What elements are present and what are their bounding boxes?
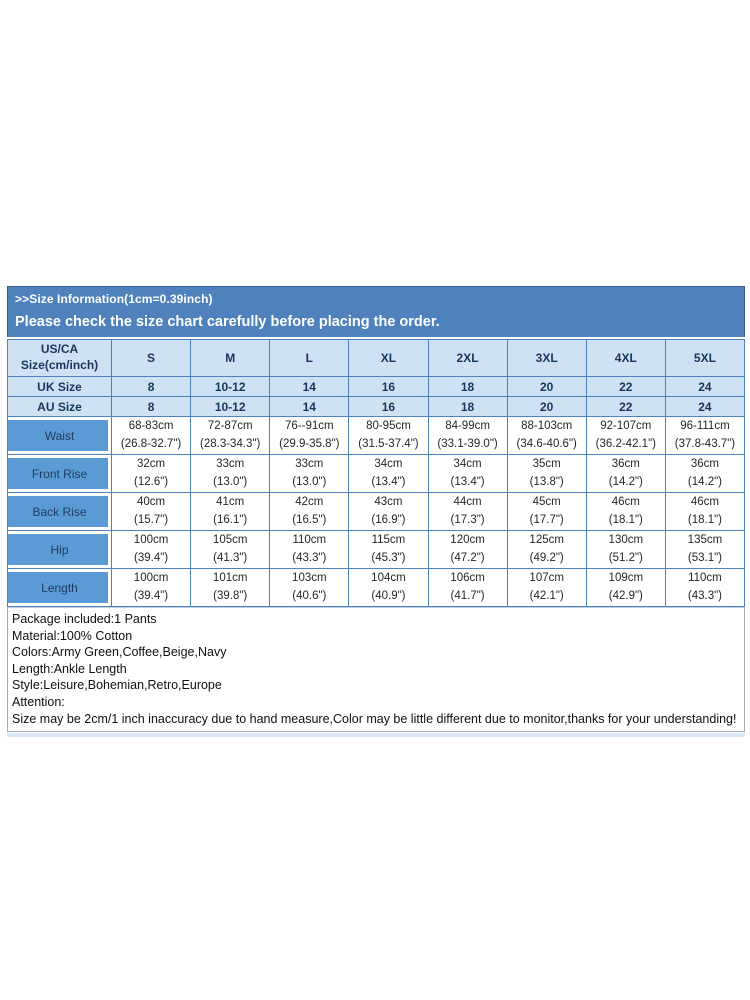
- measure-inch-value: (17.7"): [529, 513, 564, 526]
- measure-inch-value: (49.2"): [529, 551, 564, 564]
- measure-cm-value: 101cm: [212, 572, 248, 585]
- measure-cm-value: 106cm: [450, 572, 485, 585]
- measure-inch-value: (15.7"): [134, 513, 169, 526]
- measure-cell: [112, 531, 191, 569]
- size-info-banner: [7, 286, 745, 337]
- uk-size-value: 24: [665, 377, 744, 397]
- measure-cm-value: 107cm: [529, 572, 564, 585]
- detail-attention: Attention:: [12, 694, 65, 709]
- measurement-row: [8, 417, 745, 455]
- measure-cell: [349, 493, 428, 531]
- measure-cm-value: 72-87cm: [207, 420, 253, 433]
- measure-inch-value: (42.9"): [608, 589, 643, 602]
- measure-cell: [270, 417, 349, 455]
- measure-cell: [191, 531, 270, 569]
- measure-cm-value: 110cm: [292, 534, 327, 547]
- measure-cm-value: 34cm: [374, 458, 403, 471]
- measure-cell: [191, 455, 270, 493]
- measure-cell: [428, 531, 507, 569]
- measure-inch-value: (13.4"): [371, 475, 406, 488]
- uk-size-row: [8, 377, 745, 397]
- measure-inch-value: (13.0"): [213, 475, 248, 488]
- measure-inch-value: (41.7"): [450, 589, 485, 602]
- measure-cell: [270, 455, 349, 493]
- column-header-2xl: 2XL: [428, 340, 507, 377]
- measure-cell: [112, 455, 191, 493]
- measure-cm-value: 76--91cm: [285, 420, 334, 433]
- measure-cm-value: 84-99cm: [445, 420, 490, 433]
- measure-cm-value: 41cm: [216, 496, 245, 509]
- measure-inch-value: (43.3"): [292, 551, 327, 564]
- detail-colors: Colors:Army Green,Coffee,Beige,Navy: [12, 645, 227, 660]
- measure-inch-value: (13.4"): [450, 475, 485, 488]
- measure-cell: [665, 569, 744, 607]
- measurement-row: [8, 569, 745, 607]
- measure-inch-value: (37.8-43.7"): [674, 437, 736, 450]
- measure-cm-value: 115cm: [371, 534, 406, 547]
- measure-cm-value: 33cm: [216, 458, 245, 471]
- au-size-value: 18: [428, 397, 507, 417]
- column-header-4xl: 4XL: [586, 340, 665, 377]
- measure-inch-value: (29.9-35.8"): [279, 437, 340, 450]
- column-header-3xl: 3XL: [507, 340, 586, 377]
- detail-length: Length:Ankle Length: [12, 661, 127, 676]
- uk-size-value: 10-12: [191, 377, 270, 397]
- measure-inch-value: (36.2-42.1"): [595, 437, 656, 450]
- measure-inch-value: (26.8-32.7"): [120, 437, 182, 450]
- measure-cm-value: 105cm: [212, 534, 248, 547]
- measure-cm-value: 32cm: [137, 458, 166, 471]
- column-header-m: M: [191, 340, 270, 377]
- measure-cm-value: 43cm: [374, 496, 403, 509]
- measure-cell: [507, 417, 586, 455]
- row-label-back-rise: Back Rise: [8, 493, 112, 531]
- measure-inch-value: (45.3"): [371, 551, 406, 564]
- measure-cm-value: 88-103cm: [521, 420, 573, 433]
- measure-inch-value: (39.8"): [213, 589, 248, 602]
- measurement-row: [8, 493, 745, 531]
- au-size-value: 22: [586, 397, 665, 417]
- measure-cell: [428, 417, 507, 455]
- measure-cm-value: 109cm: [608, 572, 644, 585]
- measure-cm-value: 46cm: [611, 496, 640, 509]
- column-header-5xl: 5XL: [665, 340, 744, 377]
- measure-cell: [112, 569, 191, 607]
- table-header-row: [8, 340, 745, 377]
- measure-inch-value: (14.2"): [687, 475, 722, 488]
- measure-inch-value: (51.2"): [608, 551, 643, 564]
- measure-cm-value: 40cm: [137, 496, 166, 509]
- measure-cell: [507, 493, 586, 531]
- measure-cell: [665, 455, 744, 493]
- measure-cell: [586, 531, 665, 569]
- measure-cm-value: 68-83cm: [128, 420, 174, 433]
- measure-inch-value: (16.1"): [213, 513, 248, 526]
- measure-cell: [191, 569, 270, 607]
- measure-inch-value: (12.6"): [134, 475, 169, 488]
- measure-cell: [191, 417, 270, 455]
- row-label-waist: Waist: [8, 417, 112, 455]
- measure-cell: [270, 493, 349, 531]
- row-label-front-rise: Front Rise: [8, 455, 112, 493]
- corner-line1: US/CA: [40, 342, 79, 357]
- measurement-row: [8, 531, 745, 569]
- uk-size-value: 8: [112, 377, 191, 397]
- measure-cm-value: 80-95cm: [366, 420, 411, 433]
- measure-cm-value: 100cm: [133, 572, 169, 585]
- column-header-s: S: [112, 340, 191, 377]
- corner-line2: Size(cm/inch): [20, 358, 99, 372]
- measure-inch-value: (41.3"): [213, 551, 248, 564]
- measure-inch-value: (34.6-40.6"): [516, 437, 577, 450]
- measure-cm-value: 34cm: [453, 458, 482, 471]
- measure-cm-value: 135cm: [687, 534, 723, 547]
- measure-cell: [665, 417, 744, 455]
- measure-inch-value: (16.9"): [371, 513, 406, 526]
- measure-inch-value: (39.4"): [134, 551, 169, 564]
- measure-cell: [112, 417, 191, 455]
- measure-cell: [665, 493, 744, 531]
- column-header-xl: XL: [349, 340, 428, 377]
- measure-cell: [586, 455, 665, 493]
- measure-cm-value: 33cm: [295, 458, 324, 471]
- measure-inch-value: (31.5-37.4"): [358, 437, 419, 450]
- measure-inch-value: (17.3"): [450, 513, 485, 526]
- measure-cell: [112, 493, 191, 531]
- measurement-row: [8, 455, 745, 493]
- measure-inch-value: (42.1"): [529, 589, 564, 602]
- measure-cell: [428, 493, 507, 531]
- au-size-value: 8: [112, 397, 191, 417]
- measure-cm-value: 104cm: [371, 572, 406, 585]
- measure-cm-value: 36cm: [611, 458, 640, 471]
- measure-inch-value: (40.6"): [292, 589, 327, 602]
- au-size-value: 10-12: [191, 397, 270, 417]
- detail-package: Package included:1 Pants: [12, 612, 157, 626]
- measure-cm-value: 100cm: [133, 534, 169, 547]
- measure-inch-value: (13.8"): [529, 475, 564, 488]
- measure-inch-value: (43.3"): [687, 589, 722, 602]
- product-details: [7, 607, 745, 732]
- measure-inch-value: (18.1"): [608, 513, 643, 526]
- uk-size-value: 14: [270, 377, 349, 397]
- measure-inch-value: (28.3-34.3"): [200, 437, 261, 450]
- size-table: [7, 339, 745, 607]
- au-size-row: [8, 397, 745, 417]
- measure-inch-value: (16.5"): [292, 513, 327, 526]
- uk-size-value: 20: [507, 377, 586, 397]
- measure-cell: [191, 493, 270, 531]
- measure-inch-value: (53.1"): [687, 551, 722, 564]
- measure-cm-value: 42cm: [295, 496, 324, 509]
- measure-inch-value: (14.2"): [608, 475, 643, 488]
- measure-cell: [665, 531, 744, 569]
- measure-inch-value: (33.1-39.0"): [437, 437, 498, 450]
- measure-inch-value: (39.4"): [134, 589, 169, 602]
- row-label-uk-size: UK Size: [8, 377, 112, 397]
- measure-cm-value: 96-111cm: [680, 420, 730, 433]
- measure-cm-value: 45cm: [532, 496, 561, 509]
- measure-inch-value: (47.2"): [450, 551, 485, 564]
- banner-title: >>Size Information(1cm=0.39inch): [15, 292, 213, 306]
- measure-cm-value: 35cm: [532, 458, 561, 471]
- measure-cm-value: 92-107cm: [600, 420, 652, 433]
- measure-cm-value: 44cm: [453, 496, 482, 509]
- uk-size-value: 16: [349, 377, 428, 397]
- measure-cell: [270, 569, 349, 607]
- measure-cell: [507, 531, 586, 569]
- measure-cm-value: 120cm: [450, 534, 485, 547]
- measure-cm-value: 36cm: [690, 458, 719, 471]
- measure-cell: [349, 531, 428, 569]
- measure-inch-value: (13.0"): [292, 475, 327, 488]
- row-label-length: Length: [8, 569, 112, 607]
- uk-size-value: 22: [586, 377, 665, 397]
- detail-material: Material:100% Cotton: [12, 628, 133, 643]
- measure-inch-value: (40.9"): [371, 589, 406, 602]
- bottom-strip: [7, 733, 745, 737]
- uk-size-value: 18: [428, 377, 507, 397]
- measure-cell: [586, 417, 665, 455]
- au-size-value: 14: [270, 397, 349, 417]
- corner-header-cell: [8, 340, 112, 377]
- measure-cell: [270, 531, 349, 569]
- measure-cell: [586, 493, 665, 531]
- size-chart-sheet: [7, 286, 745, 737]
- measure-cell: [349, 569, 428, 607]
- au-size-value: 24: [665, 397, 744, 417]
- measure-cm-value: 130cm: [608, 534, 644, 547]
- row-label-au-size: AU Size: [8, 397, 112, 417]
- measure-cell: [586, 569, 665, 607]
- detail-disclaimer: Size may be 2cm/1 inch inaccuracy due to hand measure,Color may be little different due to monitor,thanks for your understanding!: [12, 711, 737, 726]
- measure-cell: [428, 455, 507, 493]
- measure-cell: [349, 455, 428, 493]
- au-size-value: 20: [507, 397, 586, 417]
- banner-subtitle: Please check the size chart carefully before placing the order.: [15, 314, 440, 330]
- measure-cm-value: 125cm: [529, 534, 564, 547]
- measure-cell: [349, 417, 428, 455]
- column-header-l: L: [270, 340, 349, 377]
- au-size-value: 16: [349, 397, 428, 417]
- row-label-hip: Hip: [8, 531, 112, 569]
- detail-style: Style:Leisure,Bohemian,Retro,Europe: [12, 678, 222, 693]
- measure-inch-value: (18.1"): [687, 513, 722, 526]
- measure-cm-value: 46cm: [690, 496, 719, 509]
- measure-cell: [428, 569, 507, 607]
- measure-cell: [507, 569, 586, 607]
- measure-cm-value: 110cm: [688, 572, 722, 585]
- measure-cell: [507, 455, 586, 493]
- measure-cm-value: 103cm: [292, 572, 327, 585]
